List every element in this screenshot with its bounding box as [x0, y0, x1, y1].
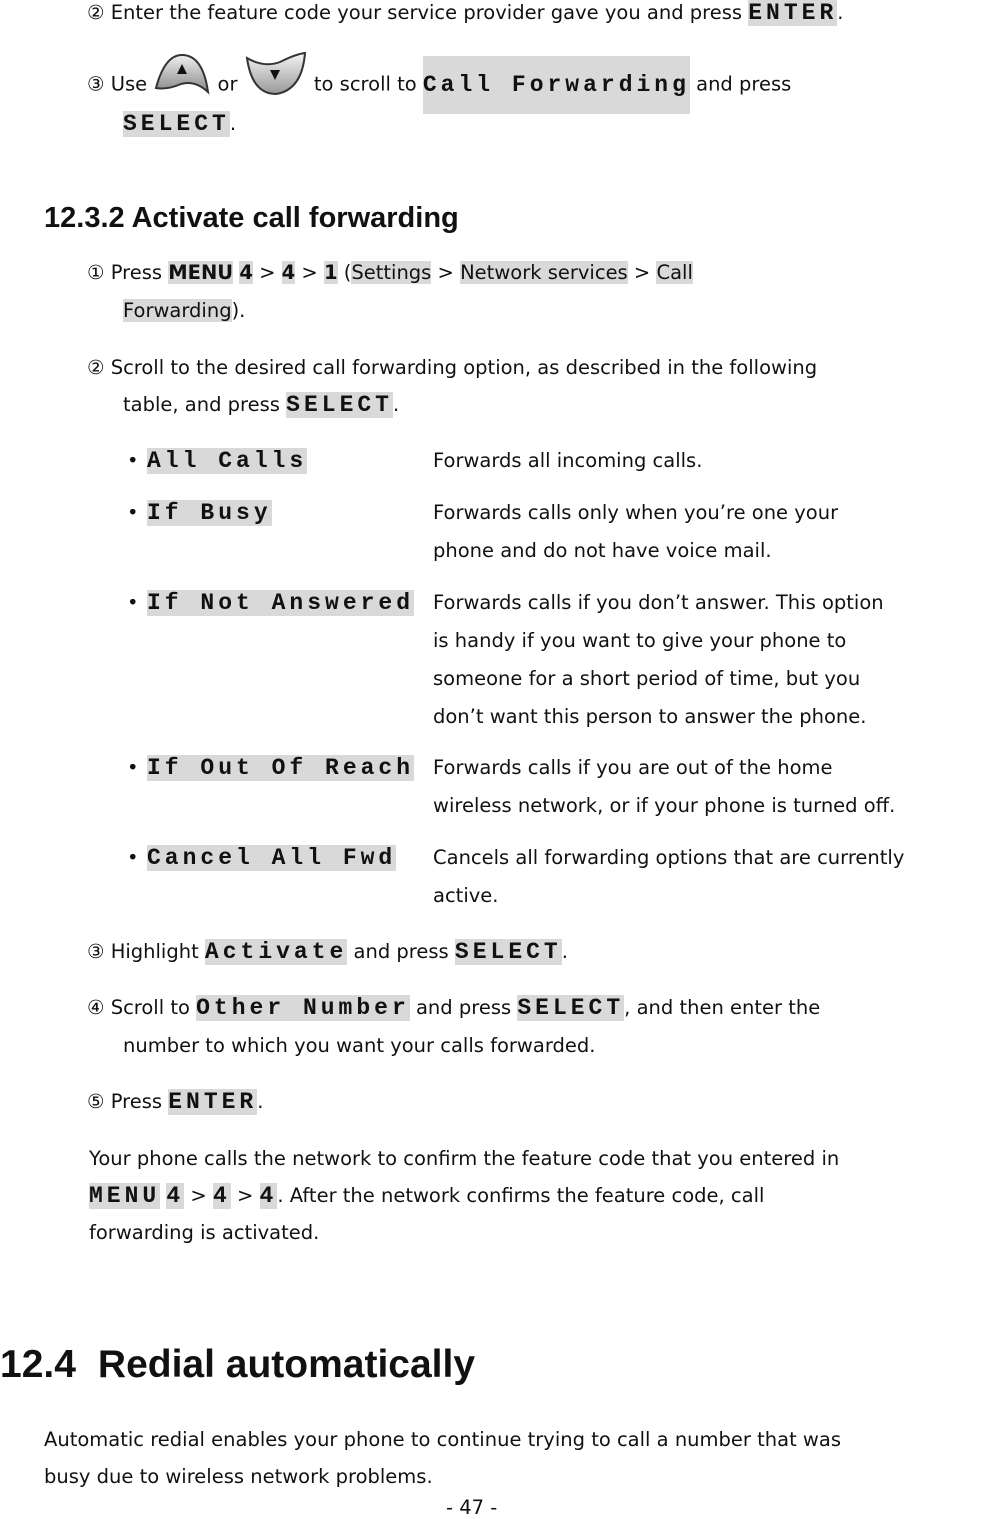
option-description: active.: [433, 884, 499, 907]
step-number: ①: [87, 261, 105, 284]
option-description: Forwards calls only when you’re one your: [433, 501, 839, 524]
option-name: [147, 448, 307, 474]
step-text: Scroll to the desired call forwarding option, as described in the following: [110, 356, 818, 379]
step-text: and press: [409, 996, 518, 1019]
option-description: Forwards all incoming calls.: [433, 449, 703, 472]
key-label: SELECT: [517, 995, 625, 1021]
option-description: Forwards calls if you don’t answer. This option: [433, 591, 884, 614]
option-bullet: •: [127, 756, 139, 779]
option-name: [147, 590, 414, 616]
note-line: Your phone calls the network to confirm the feature code that you entered in: [89, 1147, 840, 1170]
section-title: Redial automatically: [97, 1343, 476, 1386]
separator: >: [295, 261, 324, 284]
option-description: don’t want this person to answer the phone.: [433, 705, 867, 728]
body-text: busy due to wireless network problems.: [44, 1465, 433, 1488]
step-enter-code: [87, 0, 843, 26]
option-name: [147, 845, 396, 871]
step-text: , and then enter the: [624, 996, 821, 1019]
option-bullet: •: [127, 846, 139, 869]
key-label: SELECT: [454, 939, 562, 965]
option-description: phone and do not have voice mail.: [433, 539, 772, 562]
key-label: 4: [281, 261, 296, 284]
option-name: [147, 755, 414, 781]
step-text: table, and press: [123, 393, 287, 416]
option-name: [147, 500, 272, 526]
step-5: [87, 1089, 263, 1115]
menu-item-label: Activate: [204, 939, 348, 965]
key-label: SELECT: [123, 111, 230, 137]
punct: .: [561, 940, 568, 963]
menu-item-label: Other Number: [196, 995, 410, 1021]
separator: >: [431, 261, 461, 284]
option-bullet: •: [127, 591, 139, 614]
menu-path: Call: [656, 261, 693, 284]
menu-path: Settings: [351, 261, 432, 284]
step-3: [87, 939, 568, 965]
separator: >: [627, 261, 657, 284]
step-text: Press: [110, 261, 169, 284]
body-text: Automatic redial enables your phone to continue trying to call a number that was: [44, 1428, 841, 1451]
step-number: ⑤: [87, 1090, 105, 1113]
option-label: If Out Of Reach: [147, 755, 415, 781]
key-label: 4: [212, 1183, 231, 1209]
key-label: ENTER: [168, 1089, 258, 1115]
step-2-cont: [123, 392, 399, 418]
step-number: ③: [87, 72, 105, 96]
option-label: All Calls: [147, 448, 308, 474]
separator: >: [230, 1184, 260, 1207]
step-4: [87, 995, 820, 1021]
punct: .: [229, 112, 237, 135]
step-number: ②: [87, 356, 105, 379]
separator: >: [252, 261, 282, 284]
option-description: wireless network, or if your phone is turned off.: [433, 794, 896, 817]
menu-item-label: Call Forwarding: [423, 56, 690, 114]
section-heading-12-4: [0, 1343, 475, 1387]
key-label: 4: [259, 1183, 278, 1209]
step-text: Use: [110, 72, 154, 96]
menu-path: Network services: [460, 261, 628, 284]
key-label: SELECT: [286, 392, 393, 418]
option-label: If Not Answered: [147, 590, 415, 616]
punct: .: [837, 1, 844, 24]
option-bullet: •: [127, 501, 139, 524]
step-number: ③: [87, 940, 105, 963]
step-text: Enter the feature code your service provider gave you and press: [110, 1, 749, 24]
step-text: or: [211, 72, 244, 96]
scroll-up-key-icon: [153, 52, 211, 118]
option-label: Cancel All Fwd: [147, 845, 397, 871]
step-scroll: [87, 50, 791, 120]
option-description: Forwards calls if you are out of the home: [433, 756, 833, 779]
step-text: Scroll to: [110, 996, 197, 1019]
option-description: someone for a short period of time, but you: [433, 667, 861, 690]
key-label: 4: [166, 1183, 185, 1209]
step-text: and press: [347, 940, 455, 963]
page-number: - 47 -: [446, 1496, 498, 1519]
punct: .: [392, 393, 400, 416]
step-1: [87, 260, 693, 286]
note-line: [89, 1183, 764, 1209]
step-2: [87, 355, 817, 381]
option-bullet: •: [127, 449, 139, 472]
option-description: is handy if you want to give your phone to: [433, 629, 847, 652]
scroll-down-key-icon: [244, 50, 308, 120]
section-number: 12.4: [0, 1343, 76, 1386]
step-text: Press: [110, 1090, 169, 1113]
step-1-cont: [123, 298, 245, 324]
key-label: MENU: [168, 261, 234, 284]
key-label: MENU: [89, 1183, 161, 1209]
note-text: . After the network confirms the feature code, call: [277, 1184, 765, 1207]
step-4-cont: number to which you want your calls forwarded.: [123, 1034, 596, 1057]
step-text: Highlight: [110, 940, 205, 963]
step-number: ②: [87, 1, 105, 24]
option-label: If Busy: [147, 500, 272, 526]
punct: (: [337, 261, 352, 284]
punct: ).: [231, 299, 246, 322]
key-label: 4: [239, 261, 253, 284]
punct: .: [257, 1090, 264, 1113]
step-number: ④: [87, 996, 105, 1019]
section-heading: 12.3.2 Activate call forwarding: [44, 202, 459, 234]
step-scroll-cont: [123, 111, 236, 137]
step-text: and press: [689, 72, 792, 96]
note-line: forwarding is activated.: [89, 1221, 320, 1244]
separator: >: [184, 1184, 213, 1207]
key-label: ENTER: [748, 0, 838, 26]
option-description: Cancels all forwarding options that are currently: [433, 846, 905, 869]
key-label: 1: [323, 261, 338, 284]
menu-path: Forwarding: [123, 299, 232, 322]
step-text: to scroll to: [313, 72, 423, 96]
